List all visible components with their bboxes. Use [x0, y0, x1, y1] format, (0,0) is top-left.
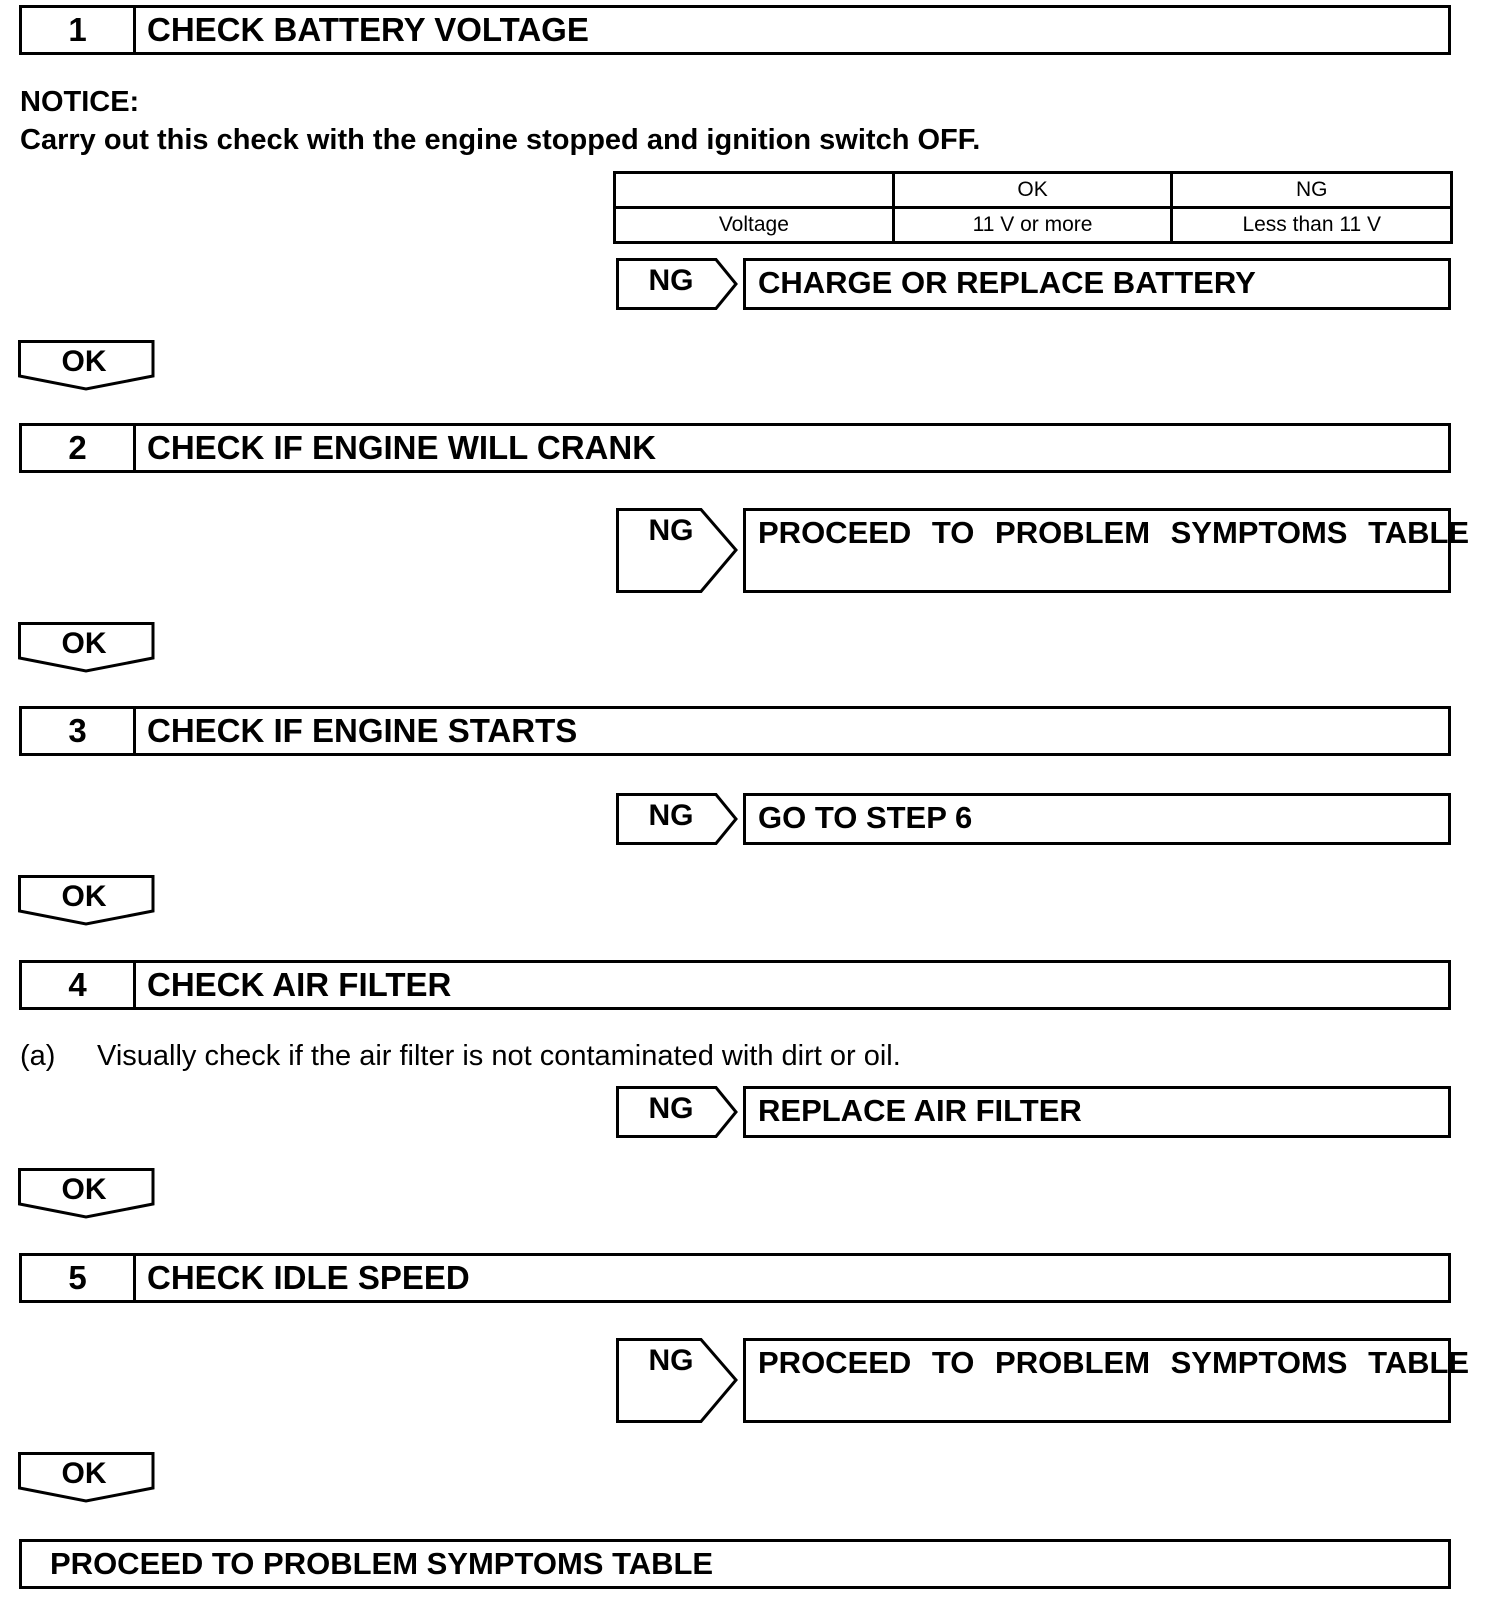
table-header-cell: OK: [893, 173, 1172, 208]
ng-result-box: [743, 508, 1470, 593]
step-5-header: [19, 1253, 1451, 1303]
ok-branch-tag: [18, 622, 156, 674]
voltage-spec-table: [613, 171, 1453, 244]
step-number: 2: [22, 426, 136, 470]
ok-label: OK: [61, 880, 107, 913]
step-title: CHECK IDLE SPEED: [147, 1259, 470, 1296]
notice-label: NOTICE:: [20, 86, 140, 118]
notice-text: Carry out this check with the engine stopped and ignition switch OFF.: [20, 124, 981, 156]
table-header-cell: [615, 173, 894, 208]
ng-label: NG: [648, 1092, 694, 1125]
instruction-marker: (a): [20, 1040, 56, 1072]
ng-label: NG: [648, 264, 694, 297]
step-number: 4: [22, 963, 136, 1007]
ng-label: NG: [648, 1344, 694, 1377]
ng-result-text: CHARGE OR REPLACE BATTERY: [758, 265, 1256, 300]
step-title: CHECK IF ENGINE WILL CRANK: [147, 429, 657, 466]
ng-result-box: [743, 1338, 1470, 1423]
ng-result-box: [743, 258, 1451, 310]
ok-branch-tag: [18, 1168, 156, 1220]
ok-label: OK: [61, 1457, 107, 1490]
ng-result-text: GO TO STEP 6: [758, 800, 973, 835]
final-result-text: PROCEED TO PROBLEM SYMPTOMS TABLE: [50, 1546, 714, 1581]
ng-branch-tag: [616, 258, 738, 310]
ng-result-box: [743, 1086, 1451, 1138]
final-result-box: [19, 1539, 1451, 1589]
ng-branch-tag: [616, 508, 738, 593]
ng-branch-tag: [616, 1338, 738, 1423]
step-number: 3: [22, 709, 136, 753]
table-row: [615, 208, 1452, 243]
step-title: CHECK AIR FILTER: [147, 966, 452, 1003]
table-cell: 11 V or more: [893, 208, 1172, 243]
ok-label: OK: [61, 1173, 107, 1206]
ok-label: OK: [61, 345, 107, 378]
ng-label: NG: [648, 514, 694, 547]
ng-label: NG: [648, 799, 694, 832]
ok-branch-tag: [18, 340, 156, 392]
ng-branch-tag: [616, 1086, 738, 1138]
instruction-text: Visually check if the air filter is not contaminated with dirt or oil.: [97, 1040, 901, 1072]
step-3-header: [19, 706, 1451, 756]
step-title: CHECK BATTERY VOLTAGE: [147, 11, 589, 48]
ng-result-box: [743, 793, 1451, 845]
table-cell: Less than 11 V: [1172, 208, 1452, 243]
table-cell: Voltage: [615, 208, 894, 243]
ok-branch-tag: [18, 875, 156, 927]
ng-result-text: PROCEED TO PROBLEM SYMPTOMS TABLE: [758, 1345, 1470, 1380]
step-title: CHECK IF ENGINE STARTS: [147, 712, 578, 749]
step-4-header: [19, 960, 1451, 1010]
ok-label: OK: [61, 627, 107, 660]
table-header-cell: NG: [1172, 173, 1452, 208]
ok-branch-tag: [18, 1452, 156, 1504]
ng-result-text: REPLACE AIR FILTER: [758, 1093, 1082, 1128]
step-number: 1: [22, 8, 136, 52]
step-number: 5: [22, 1256, 136, 1300]
ng-result-text: PROCEED TO PROBLEM SYMPTOMS TABLE: [758, 515, 1470, 550]
ng-branch-tag: [616, 793, 738, 845]
step-2-header: [19, 423, 1451, 473]
table-header-row: [615, 173, 1452, 208]
step-1-header: [19, 5, 1451, 55]
